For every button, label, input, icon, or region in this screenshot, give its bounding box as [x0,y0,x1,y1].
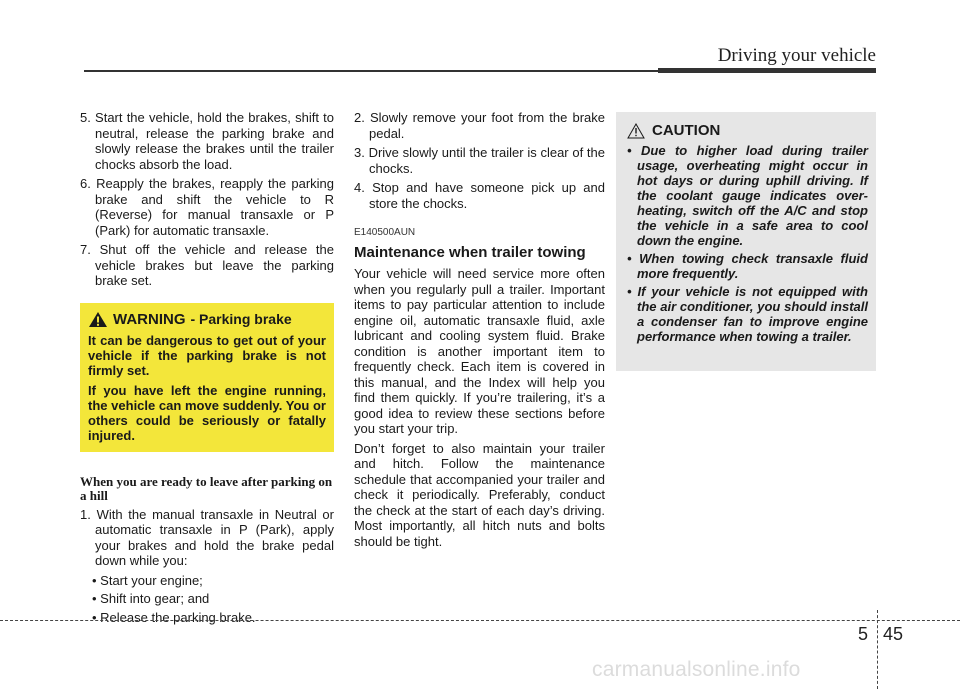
caution-item: • When towing check transaxle fluid more frequently. [627,251,868,281]
caution-item: • If your vehicle is not equipped with the air conditioner, you should install a condenser fan to improve engine performance when towing a trailer. [627,284,868,344]
maintenance-paragraph-1: Your vehicle will need service more often when you regularly pull a trailer. Important items to pay particular attention to include engine oil, automatic transaxle fluid, axle lubricant and cooling system fluid. Brake condition is another important item to frequently check. Each item is covered in this manual, and the Index will help you find them quickly. If you’re trailering, it’s a good idea to review these sections before you start your trip. [354,266,605,436]
step-6: 6. Reapply the brakes, reapply the parking brake and shift the vehicle to R (Reverse) for manual transaxle or P (Park) for automatic transaxle. [80,176,334,238]
middle-column [354,110,605,553]
header-rule-accent [658,68,876,73]
bullet-start-engine: • Start your engine; [92,572,203,588]
warning-heading [88,311,326,328]
hill-heading: When you are ready to leave after parking on a hill [80,473,333,503]
warning-text-2: If you have left the engine running, the vehicle can move suddenly. You or others could be seriously or fatally injured. [88,382,326,443]
caution-item: • Due to higher load during trailer usage, overheating might occur in hot days or during uphill driving. If the coolant gauge indicates over-heating, switch off the A/C and stop the vehicle in a safe area to cool down the engine. [627,143,868,248]
caution-triangle-icon [627,123,645,139]
maintenance-paragraph-2: Don’t forget to also maintain your trailer and hitch. Follow the maintenance schedule that accompanied your trailer and check it periodically. Preferably, conduct the check at the start of each day’s driving. Most importantly, all hitch nuts and bolts should be tight. [354,440,605,549]
warning-title: WARNING [113,310,186,328]
warning-box [80,303,334,452]
caution-box [616,112,876,371]
step-2: 2. Slowly remove your foot from the brake pedal. [354,110,605,141]
caution-title: CAUTION [652,122,721,139]
chapter-number: 5 [858,624,869,644]
section-header-title: Driving your vehicle [717,45,876,66]
footer-rule [0,620,960,621]
watermark: carmanualsonline.info [592,658,801,681]
section-code: E140500AUN [354,227,416,238]
step-7: 7. Shut off the vehicle and release the vehicle brakes but leave the parking brake set. [80,242,334,288]
warning-triangle-icon [88,311,108,328]
page-number: 45 [883,624,904,644]
footer-divider [877,610,878,689]
caution-heading [627,122,868,139]
warning-text-1: It can be dangerous to get out of your vehicle if the parking brake is not firmly set. [88,332,326,378]
step-3: 3. Drive slowly until the trailer is clear of the chocks. [354,145,605,176]
section-title: Maintenance when trailer towing [354,243,586,261]
bullet-release-brake: • Release the parking brake. [92,609,256,625]
step-5: 5. Start the vehicle, hold the brakes, shift to neutral, release the parking brake and slowly release the brakes until the trailer chocks absorb the load. [80,110,334,172]
warning-subtitle: - Parking brake [190,310,292,327]
step-4: 4. Stop and have someone pick up and store the chocks. [354,180,605,211]
left-column [80,110,334,628]
bullet-shift-gear: • Shift into gear; and [92,591,210,606]
header-rule [84,70,658,72]
caution-list [627,143,868,344]
step-1: 1. With the manual transaxle in Neutral or automatic transaxle in P (Park), apply your brakes and hold the brake pedal down while you: [80,506,334,568]
